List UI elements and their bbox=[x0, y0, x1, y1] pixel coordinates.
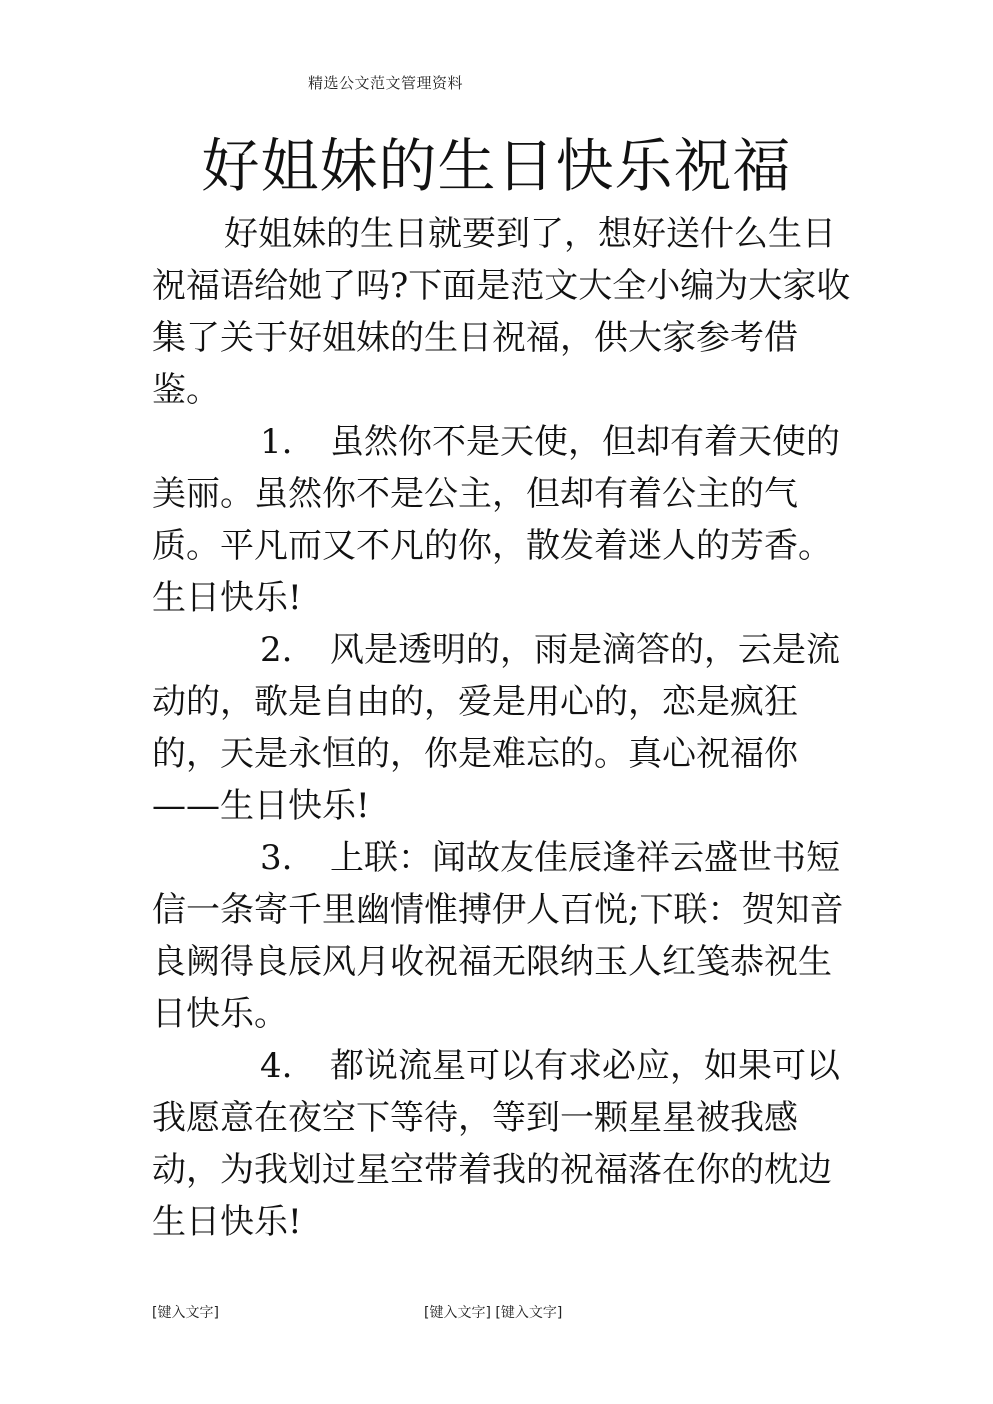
item-number: 2. bbox=[260, 630, 293, 670]
item-number: 3. bbox=[260, 838, 293, 878]
item-number: 4. bbox=[260, 1046, 293, 1086]
item-text: 风是透明的，雨是滴答的，云是流动的，歌是自由的，爱是用心的，恋是疯狂的，天是永恒的，你是难忘的。真心祝福你——生日快乐! bbox=[152, 630, 840, 826]
item-text: 上联：闻故友佳辰逢祥云盛世书短信一条寄千里幽情惟搏伊人百悦;下联：贺知音良阙得良辰风月收祝福无限纳玉人红笺恭祝生日快乐。 bbox=[152, 838, 844, 1034]
list-item bbox=[152, 832, 852, 1040]
footer-placeholder-left[interactable]: [键入文字] bbox=[152, 1305, 219, 1321]
document-title: 好姐妹的生日快乐祝福 bbox=[201, 132, 792, 200]
item-number: 1. bbox=[260, 422, 293, 462]
header-note: 精选公文范文管理资料 bbox=[308, 74, 464, 92]
list-item bbox=[152, 1040, 852, 1248]
list-item bbox=[152, 624, 852, 832]
intro-paragraph: 好姐妹的生日就要到了，想好送什么生日祝福语给她了吗?下面是范文大全小编为大家收集了关于好姐妹的生日祝福，供大家参考借鉴。 bbox=[152, 214, 851, 410]
item-text: 虽然你不是天使，但却有着天使的美丽。虽然你不是公主，但却有着公主的气质。平凡而又不凡的你，散发着迷人的芳香。生日快乐! bbox=[152, 422, 840, 618]
footer-placeholder-right[interactable]: [键入文字] [键入文字] bbox=[424, 1305, 563, 1321]
item-text: 都说流星可以有求必应，如果可以我愿意在夜空下等待，等到一颗星星被我感动，为我划过星空带着我的祝福落在你的枕边生日快乐! bbox=[152, 1046, 840, 1242]
list-item bbox=[152, 416, 852, 624]
